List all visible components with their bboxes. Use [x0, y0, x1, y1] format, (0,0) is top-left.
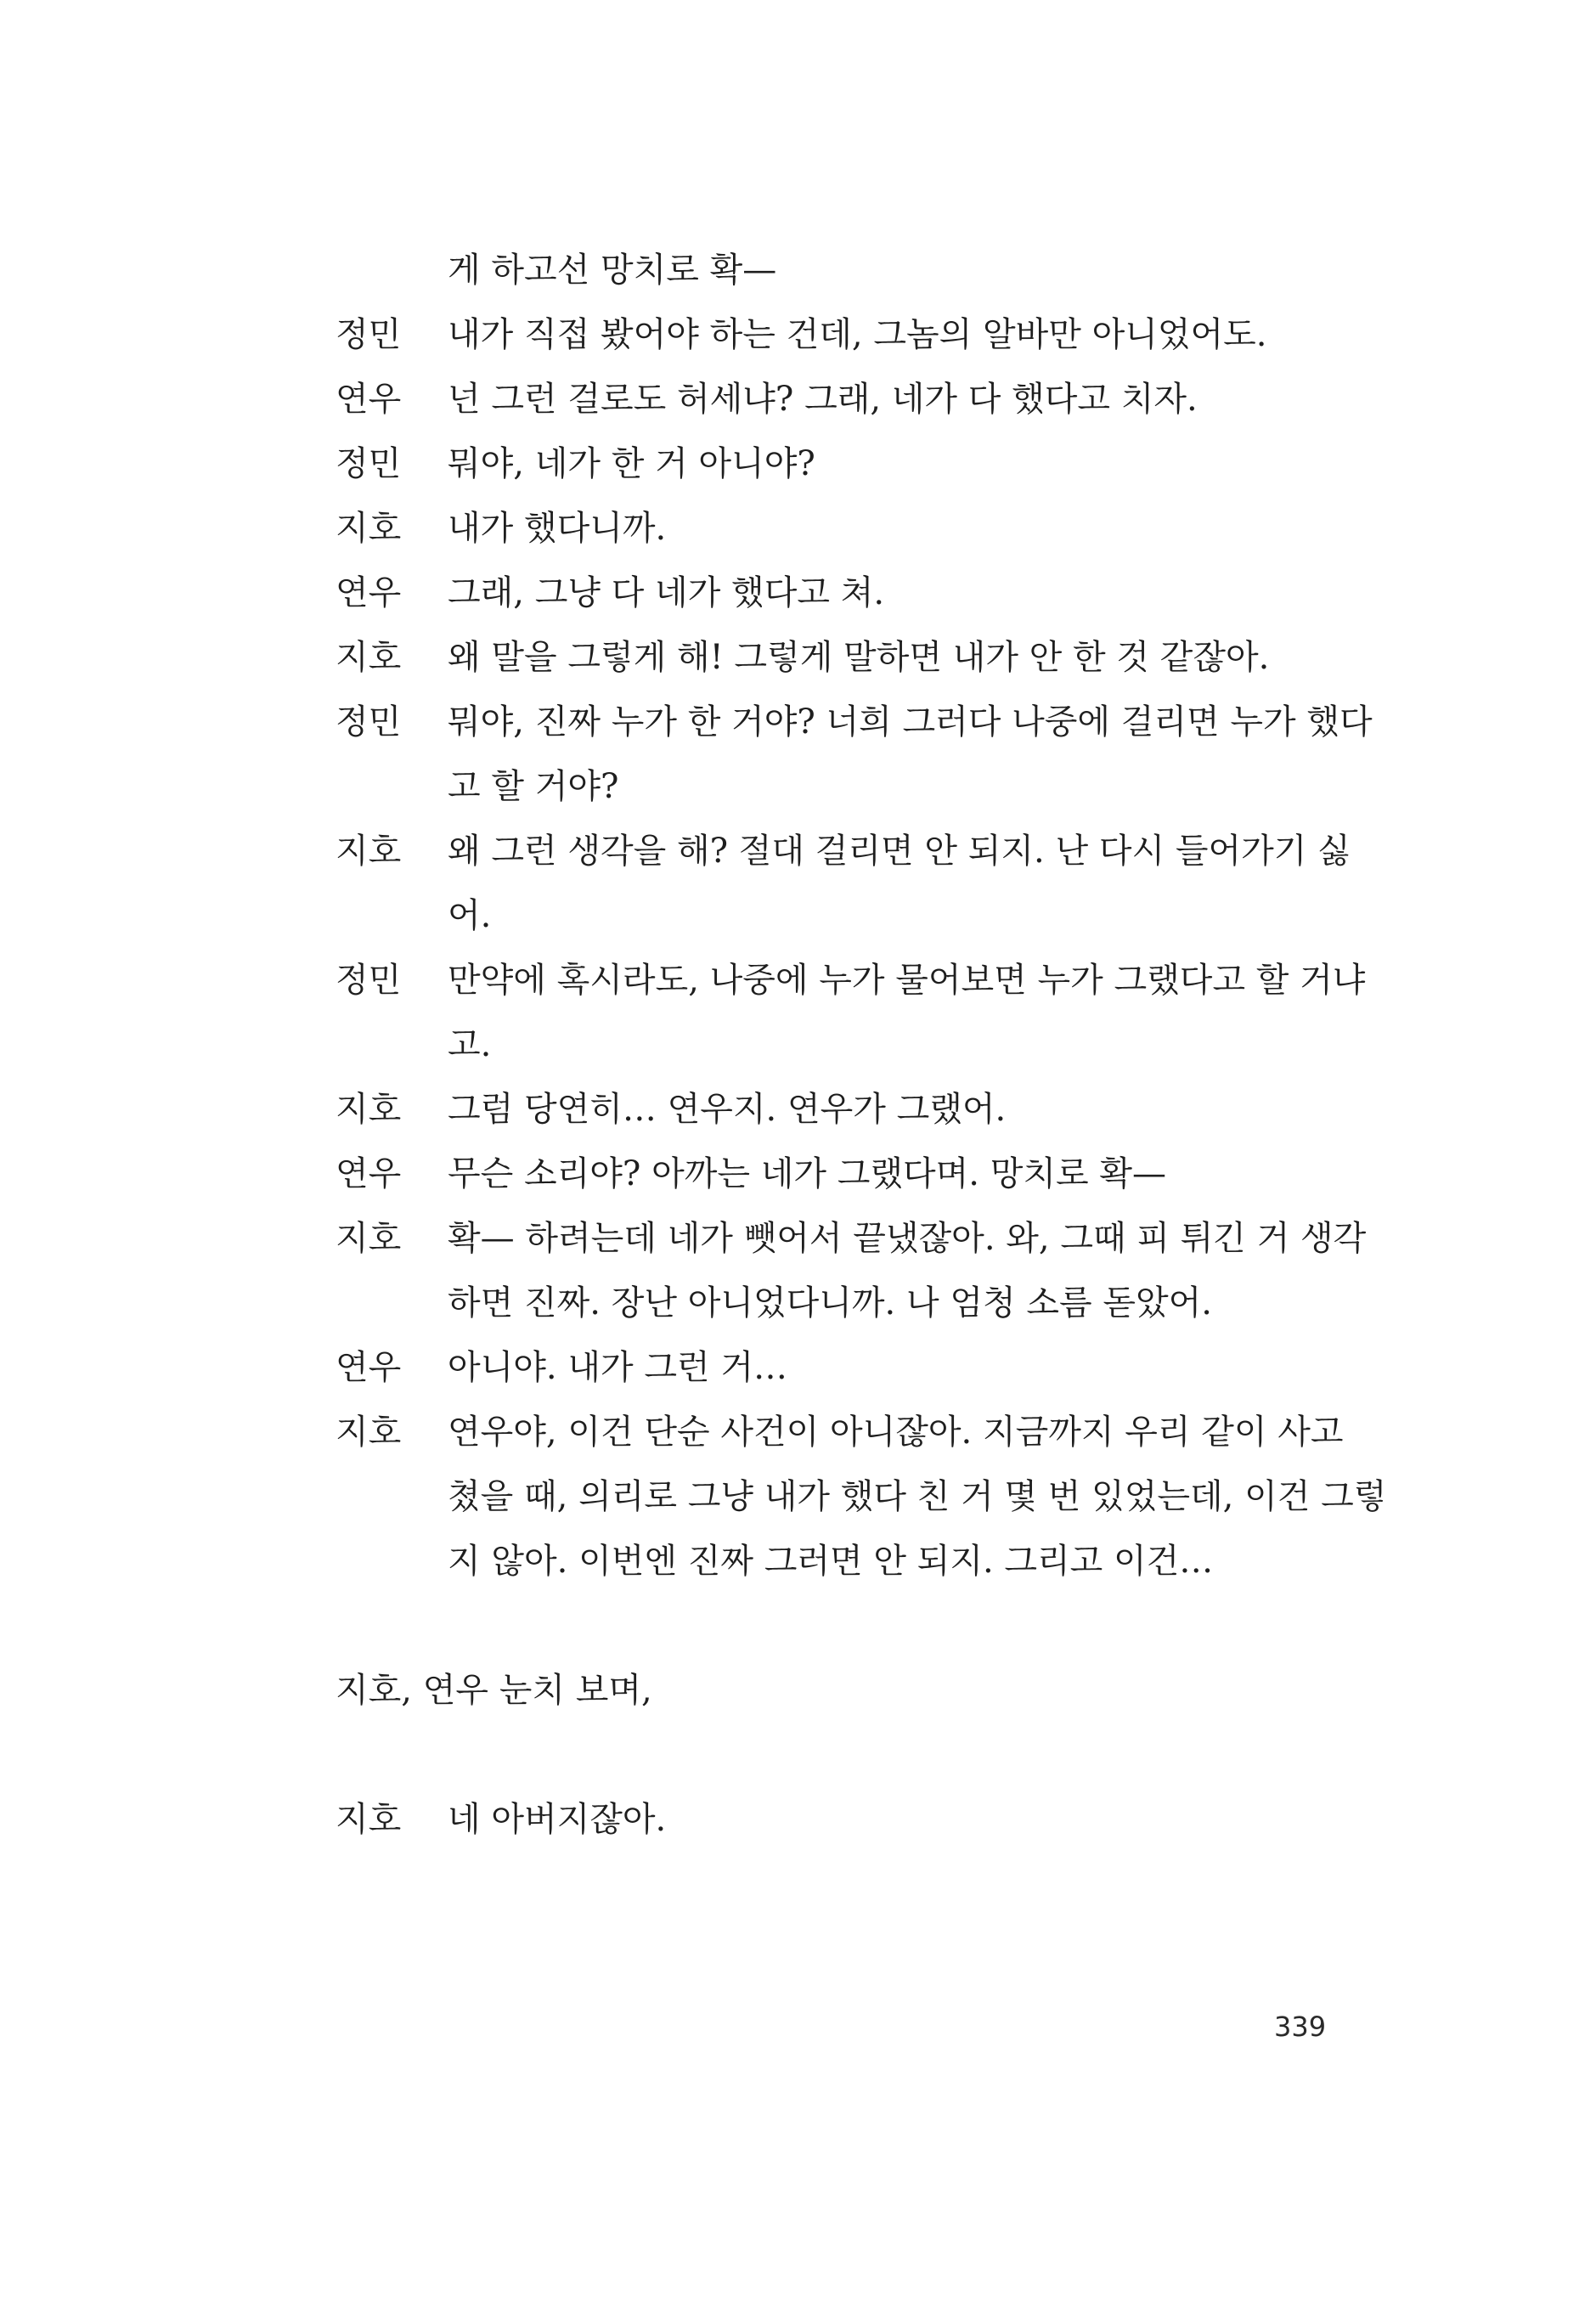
dialogue-text-line: 내가 했다니까.	[448, 509, 667, 548]
page-number: 339	[1274, 2011, 1327, 2043]
dialogue-line	[336, 367, 1338, 432]
dialogue-text	[448, 367, 1321, 432]
dialogue-text-line: 왜 말을 그렇게 해! 그렇게 말하면 내가 안 한 것 같잖아.	[448, 638, 1270, 677]
dialogue-text	[448, 1787, 1321, 1852]
dialogue-text	[448, 625, 1321, 690]
dialogue-text	[448, 238, 1321, 302]
dialogue-text-line: 지 않아. 이번엔 진짜 그러면 안 되지. 그리고 이건…	[448, 1542, 1214, 1581]
dialogue-block	[336, 1787, 1338, 1852]
dialogue-text-line: 그래, 그냥 다 네가 했다고 쳐.	[448, 573, 885, 612]
speaker-name: 연우	[336, 1154, 402, 1193]
speaker-name: 지호	[336, 1219, 402, 1258]
dialogue-text	[448, 948, 1366, 1077]
dialogue-text	[448, 302, 1321, 367]
dialogue-text-line: 고 할 거야?	[448, 767, 619, 806]
dialogue-text-line: 네 아버지잖아.	[448, 1800, 667, 1839]
dialogue-line	[336, 1787, 1338, 1852]
dialogue-text	[448, 690, 1373, 819]
dialogue-line	[336, 625, 1338, 690]
dialogue-text-line: 왜 그런 생각을 해? 절대 걸리면 안 되지. 난 다시 들어가기 싫	[448, 832, 1351, 871]
speaker-name: 지호	[336, 1090, 402, 1129]
dialogue-line	[336, 1206, 1367, 1335]
dialogue-text-line: 고.	[448, 1025, 492, 1064]
dialogue-text-line: 넌 그런 걸로도 허세냐? 그래, 네가 다 했다고 치자.	[448, 380, 1198, 419]
dialogue-line	[336, 1142, 1338, 1206]
speaker-name: 지호	[336, 832, 402, 871]
speaker-name: 지호	[336, 509, 402, 548]
dialogue-text-line: 만약에 혹시라도, 나중에 누가 물어보면 누가 그랬다고 할 거냐	[448, 961, 1366, 1000]
dialogue-text-line: 연우야, 이건 단순 사건이 아니잖아. 지금까지 우리 같이 사고	[448, 1413, 1344, 1452]
stage-direction: 지호, 연우 눈치 보며,	[336, 1671, 652, 1710]
dialogue-text-line: 하면 진짜. 장난 아니었다니까. 나 엄청 소름 돋았어.	[448, 1283, 1212, 1323]
dialogue-text-line: 내가 직접 봤어야 하는 건데, 그놈의 알바만 아니었어도.	[448, 315, 1267, 354]
dialogue-text	[448, 432, 1321, 496]
dialogue-text-line: 아니야. 내가 그런 거…	[448, 1348, 787, 1387]
dialogue-text-line: 확— 하려는데 네가 뺏어서 끝냈잖아. 와, 그때 피 튀긴 거 생각	[448, 1219, 1367, 1258]
dialogue-text-line: 그럼 당연히… 연우지. 연우가 그랬어.	[448, 1090, 1007, 1129]
dialogue-line	[336, 1400, 1387, 1593]
speaker-name: 지호	[336, 1800, 402, 1839]
dialogue-line	[336, 238, 1338, 302]
speaker-name: 연우	[336, 380, 402, 419]
speaker-name: 정민	[336, 702, 402, 742]
script-body	[336, 238, 1387, 1852]
dialogue-text-line: 뭐야, 진짜 누가 한 거야? 너희 그러다 나중에 걸리면 누가 했다	[448, 702, 1373, 742]
dialogue-line	[336, 302, 1338, 367]
speaker-name: 정민	[336, 961, 402, 1000]
dialogue-line	[336, 1335, 1338, 1400]
dialogue-text	[448, 496, 1321, 561]
speaker-name: 연우	[336, 1348, 402, 1387]
dialogue-line	[336, 432, 1338, 496]
dialogue-line	[336, 496, 1338, 561]
dialogue-block	[336, 238, 1387, 1593]
dialogue-text-line: 쳤을 때, 의리로 그냥 내가 했다 친 거 몇 번 있었는데, 이건 그렇	[448, 1477, 1387, 1516]
dialogue-text	[448, 819, 1351, 948]
speaker-name: 정민	[336, 315, 402, 354]
dialogue-text	[448, 561, 1321, 625]
dialogue-text-line: 뭐야, 네가 한 거 아니야?	[448, 444, 815, 483]
dialogue-text	[448, 1142, 1321, 1206]
dialogue-line	[336, 1077, 1338, 1142]
dialogue-text	[448, 1077, 1321, 1142]
dialogue-text	[448, 1335, 1321, 1400]
dialogue-line	[336, 561, 1338, 625]
dialogue-text	[448, 1400, 1387, 1593]
dialogue-line	[336, 690, 1373, 819]
dialogue-text-line: 게 하고선 망치로 확—	[448, 251, 777, 290]
dialogue-line	[336, 948, 1366, 1077]
dialogue-text	[448, 1206, 1367, 1335]
speaker-name: 지호	[336, 638, 402, 677]
speaker-name: 연우	[336, 573, 402, 612]
speaker-name: 정민	[336, 444, 402, 483]
dialogue-text-line: 무슨 소리야? 아까는 네가 그랬다며. 망치로 확—	[448, 1154, 1166, 1193]
dialogue-text-line: 어.	[448, 896, 492, 935]
dialogue-line	[336, 819, 1351, 948]
speaker-name: 지호	[336, 1413, 402, 1452]
